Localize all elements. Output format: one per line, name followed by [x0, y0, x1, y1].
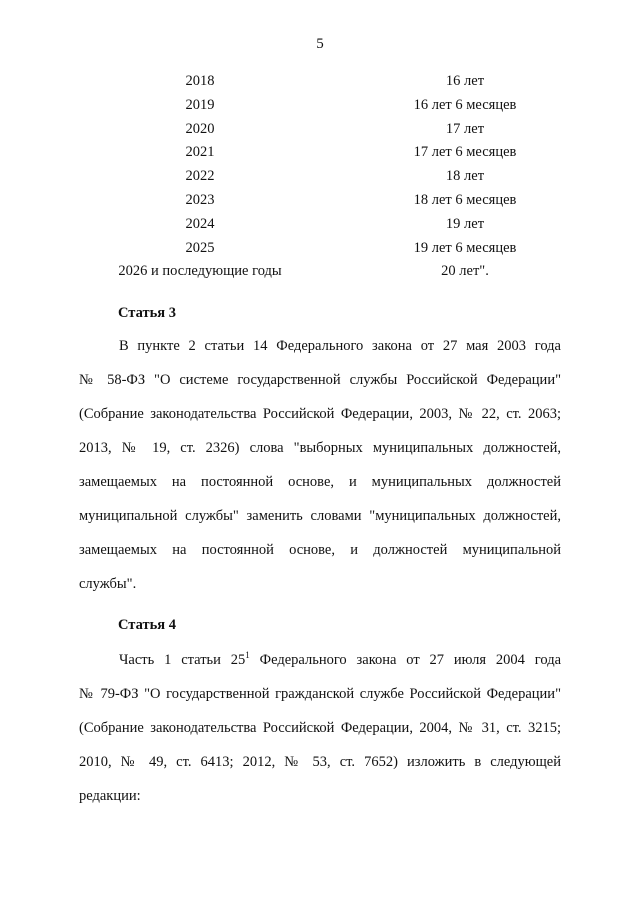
service-term-table: [70, 70, 560, 284]
term-cell: 19 лет 6 месяцев: [413, 239, 517, 256]
year-cell: 2020: [185, 120, 215, 137]
term-cell: 16 лет 6 месяцев: [413, 96, 517, 113]
article-3-line: № 58-ФЗ "О системе государственной службы Российской Федерации": [79, 372, 561, 388]
term-cell: 18 лет 6 месяцев: [413, 191, 517, 208]
article-4-line: 2010, № 49, ст. 6413; 2012, № 53, ст. 7652) изложить в следующей: [79, 754, 561, 770]
article-4-body: [79, 643, 561, 813]
article-3-line: муниципальной службы" заменить словами "муниципальных должностей,: [79, 508, 561, 524]
article-3-heading: Статья 3: [118, 305, 176, 321]
article-4-line: [79, 643, 561, 677]
article-4-line: редакции:: [79, 788, 141, 804]
article-3-body: [79, 329, 561, 601]
article-3-line: службы".: [79, 576, 137, 592]
year-cell: 2021: [185, 144, 215, 161]
year-cell: 2025: [185, 239, 215, 256]
year-cell: 2024: [185, 215, 215, 232]
table-row: [70, 118, 560, 142]
article-4-line: № 79-ФЗ "О государственной гражданской службе Российской Федерации": [79, 686, 561, 702]
term-cell: 16 лет: [445, 73, 485, 89]
page-number: 5: [316, 36, 324, 52]
term-cell: 19 лет: [445, 215, 485, 232]
table-row: [70, 213, 560, 237]
year-cell: 2023: [185, 191, 215, 208]
article-3-line: 2013, № 19, ст. 2326) слова "выборных муниципальных должностей,: [79, 440, 561, 456]
table-row: [70, 70, 560, 94]
table-row: [70, 94, 560, 118]
article-4-line: (Собрание законодательства Российской Федерации, 2004, № 31, ст. 3215;: [79, 720, 561, 736]
article-3-line: замещаемых на постоянной основе, и должностей муниципальной: [79, 542, 561, 558]
article-4-superscript: 1: [245, 650, 250, 660]
term-cell: 20 лет".: [441, 263, 489, 280]
year-cell: 2026 и последующие годы: [118, 263, 282, 280]
table-row: [70, 165, 560, 189]
term-cell: 18 лет: [445, 168, 485, 185]
article-3-line: замещаемых на постоянной основе, и муниципальных должностей: [79, 474, 561, 490]
term-cell: 17 лет: [445, 120, 485, 137]
article-4-line1-pre: Часть 1 статьи 25: [119, 652, 246, 668]
article-4-line1-post: Федерального закона от 27 июля 2004 года: [249, 652, 562, 668]
article-3-line: В пункте 2 статьи 14 Федерального закона от 27 мая 2003 года: [119, 338, 561, 354]
table-row: [70, 141, 560, 165]
term-cell: 17 лет 6 месяцев: [413, 144, 517, 161]
table-row: [70, 189, 560, 213]
table-row: [70, 237, 560, 261]
year-cell: 2018: [185, 73, 215, 89]
table-row: [70, 260, 560, 284]
article-4-heading: Статья 4: [118, 617, 176, 633]
article-3-line: (Собрание законодательства Российской Федерации, 2003, № 22, ст. 2063;: [79, 406, 561, 422]
year-cell: 2019: [185, 96, 215, 113]
year-cell: 2022: [185, 168, 215, 185]
